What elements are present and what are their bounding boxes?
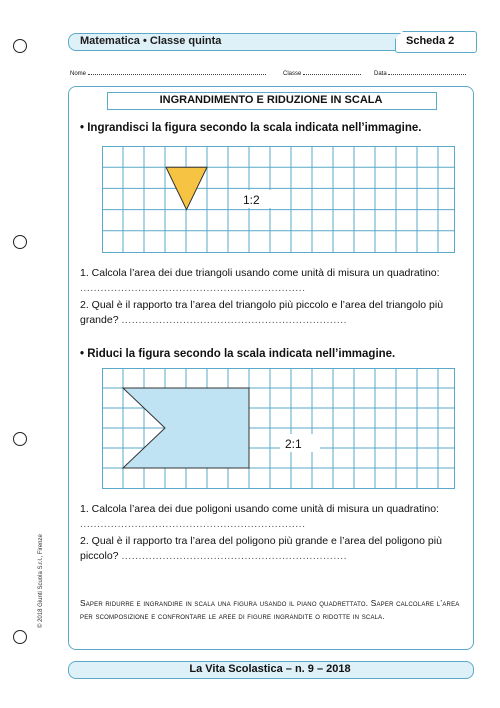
subject-label: Matematica • Classe quinta	[80, 35, 222, 47]
data-label: Data	[374, 71, 387, 77]
exercise1-instruction: • Ingrandisci la figura secondo la scala indicata nell’immagine.	[80, 122, 422, 134]
nome-field[interactable]	[70, 68, 266, 77]
data-field[interactable]	[374, 68, 466, 77]
binder-hole-top	[13, 39, 27, 53]
classe-field[interactable]	[283, 68, 361, 77]
scale-label-1: 1:2	[243, 193, 260, 207]
exercise1-question2: 2. Qual è il rapporto tra l’area del triangolo più piccolo e l’area del triangolo più grande? ..................................................................	[80, 299, 444, 326]
exercise1-grid[interactable]	[102, 146, 456, 254]
nome-line	[88, 68, 266, 75]
exercise2-question1: 1. Calcola l’area dei due poligoni usando come unità di misura un quadratino: ..................................................................	[80, 503, 439, 530]
binder-hole-bottom	[13, 630, 27, 644]
classe-line	[303, 68, 361, 75]
classe-label: Classe	[283, 71, 302, 77]
exercise2-instruction: • Riduci la figura secondo la scala indicata nell’immagine.	[80, 348, 396, 360]
binder-hole-upper	[13, 235, 27, 249]
page-title: INGRANDIMENTO E RIDUZIONE IN SCALA	[159, 94, 383, 106]
binder-hole-lower	[13, 432, 27, 446]
data-line	[388, 68, 466, 75]
exercise2-question2: 2. Qual è il rapporto tra l’area del poligono più grande e l’area del poligono più piccolo? ..................................................................	[80, 535, 442, 562]
scale-label-2: 2:1	[285, 437, 302, 451]
learning-goal: Saper ridurre e ingrandire in scala una figura usando il piano quadrettato. Saper calcolare l’area per scomposizione e confrontare le aree di figure ingrandite o ridotte in scala.	[80, 598, 460, 621]
exercise2-grid[interactable]	[102, 368, 456, 490]
sheet-label: Scheda 2	[406, 35, 455, 47]
exercise1-question1: 1. Calcola l’area dei due triangoli usando come unità di misura un quadratino: ..................................................................	[80, 267, 440, 294]
footer-label: La Vita Scolastica – n. 9 – 2018	[189, 663, 351, 675]
copyright: © 2018 Giunti Scuola S.r.l., Firenze	[38, 534, 44, 628]
nome-label: Nome	[70, 71, 87, 77]
